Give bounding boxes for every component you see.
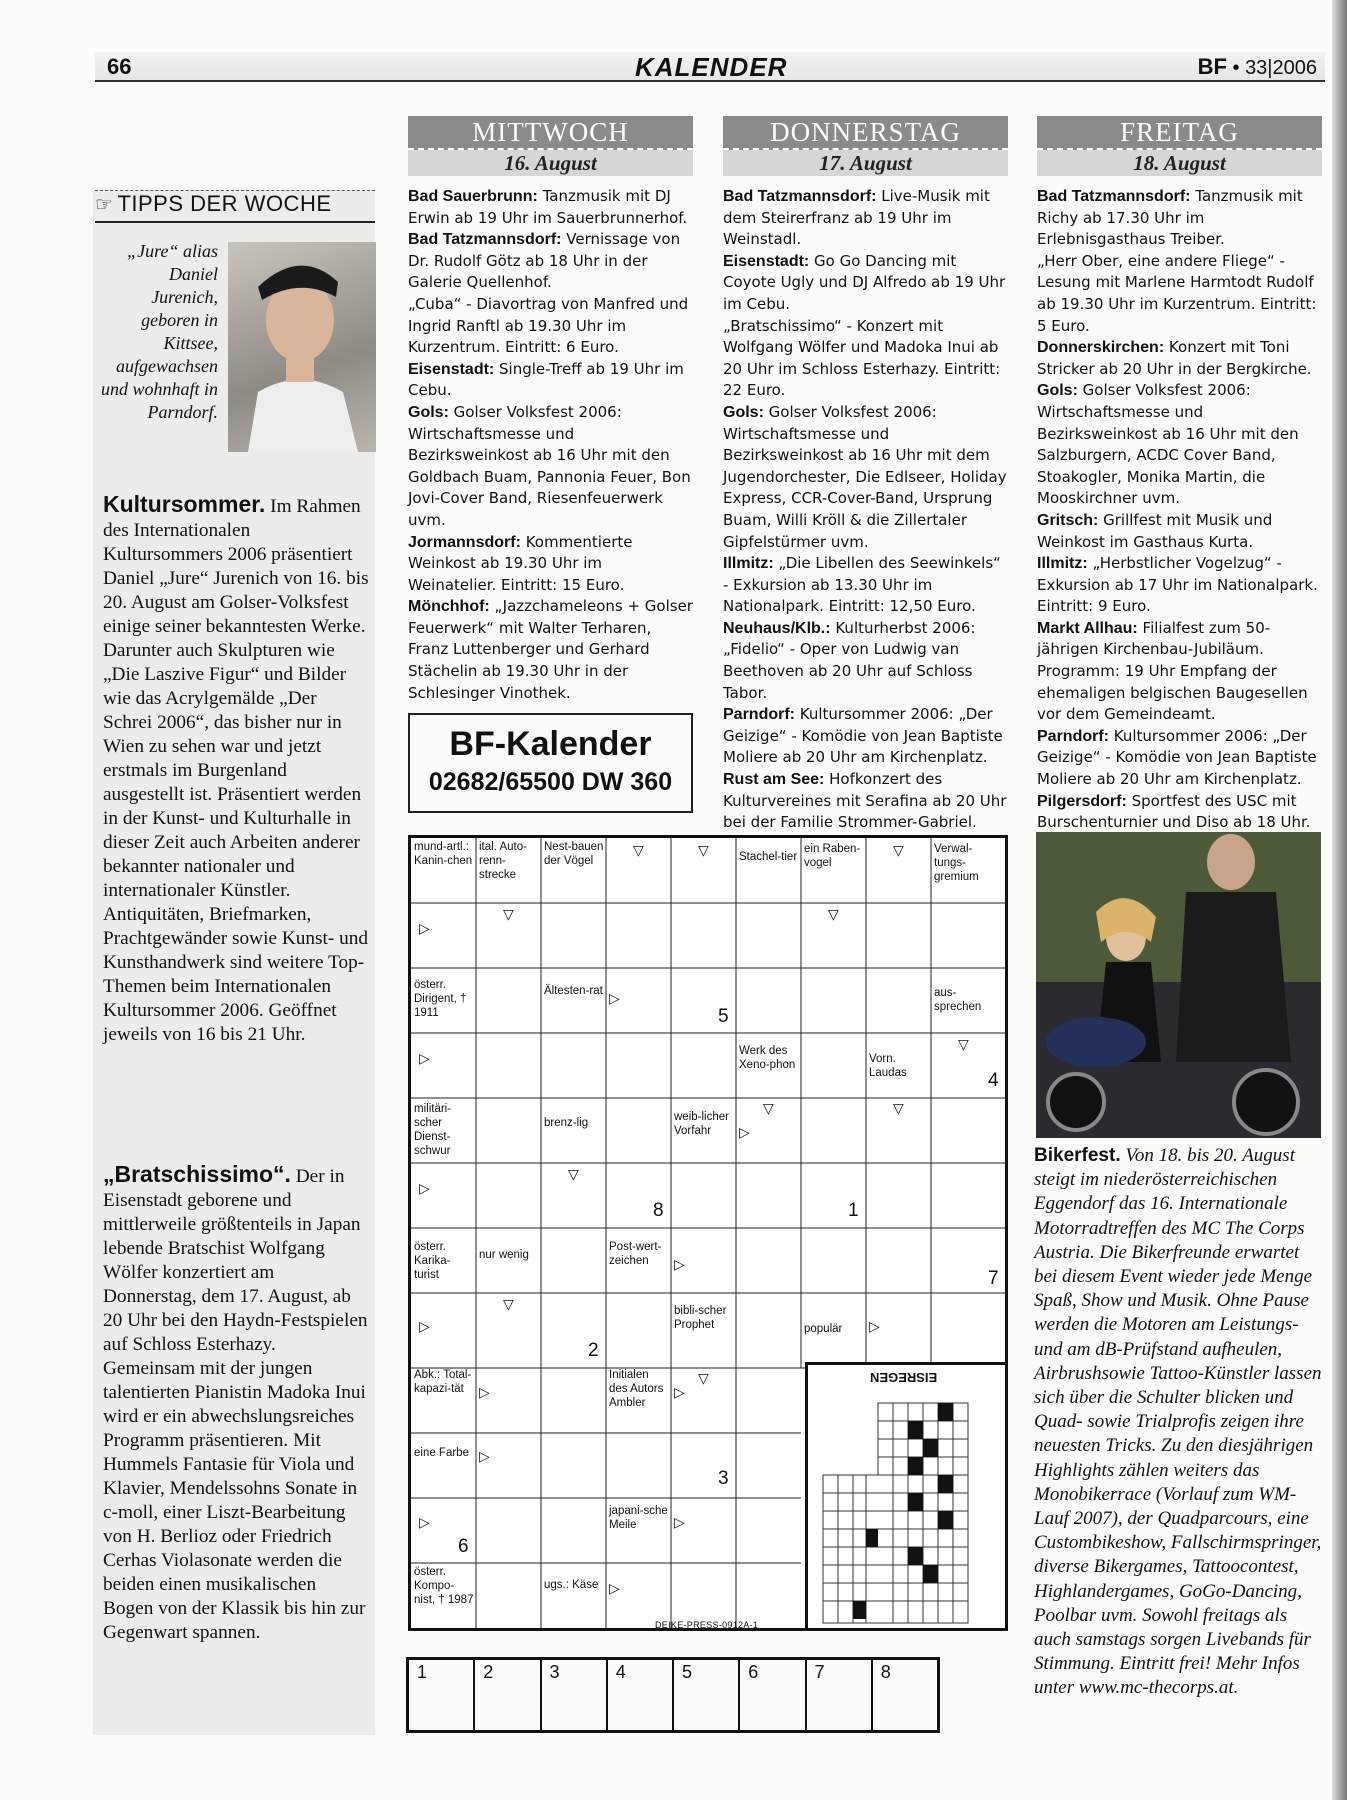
right-arrow-icon: ▷: [419, 1050, 430, 1066]
page-edge-shadow: [1332, 0, 1347, 1800]
event-entry: Bad Tatzmannsdorf: Live-Musik mit dem Steirerfranz ab 19 Uhr im Weinstadl.: [723, 187, 990, 249]
clue-cell: mund-artl.: Kanin-chen: [414, 841, 473, 867]
clue-cell: Initialen des Autors Ambler: [609, 1369, 664, 1409]
article-lead: „Bratschissimo“.: [103, 1161, 291, 1187]
bf-kalender-box: [408, 713, 693, 813]
event-entry: „Bratschissimo“ - Konzert mit Wolfgang Wölfer und Madoka Inui ab 20 Uhr im Schloss Esterhazy. Eintritt: 22 Euro.: [723, 316, 1001, 400]
page-header: [95, 52, 1325, 82]
bikerfest-lead: Bikerfest.: [1034, 1145, 1121, 1166]
event-entry: „Herr Ober, eine andere Fliege“ - Lesung mit Marlene Harmtodt Rudolf ab 19.30 Uhr im Kurzentrum. Eintritt: 5 Euro.: [1037, 251, 1317, 335]
events-donnerstag: [723, 186, 1008, 834]
event-entry: Illmitz: „Herbstlicher Vogelzug“ - Exkursion ab 17 Uhr im Nationalpark. Eintritt: 9 Euro.: [1037, 554, 1318, 616]
clue-cell: weib-licher Vorfahr: [674, 1111, 729, 1137]
day-date: 17. August: [723, 150, 1008, 176]
event-entry: Rust am See: Hofkonzert des Kulturvereines mit Serafina ab 20 Uhr bei der Familie Strommer-Gabriel.: [723, 770, 1007, 832]
answer-box[interactable]: 7: [807, 1660, 873, 1730]
clue-cell: Stachel-tier: [739, 851, 798, 863]
down-arrow-icon: ▽: [893, 1100, 904, 1116]
solution-number: 1: [848, 1200, 859, 1221]
event-entry: Markt Allhau: Filialfest zum 50-jährigen Kirchenbau-Jubiläum. Programm: 19 Uhr Empfang der ehemaligen belgischen Baugesellen vor dem Gemeindeamt.: [1037, 618, 1308, 724]
day-name: DONNERSTAG: [723, 116, 1008, 150]
event-entry: Bad Sauerbrunn: Tanzmusik mit DJ Erwin ab 19 Uhr im Sauerbrunnerhof.: [408, 187, 688, 227]
clue-cell: brenz-lig: [544, 1117, 589, 1129]
down-arrow-icon: ▽: [958, 1036, 969, 1052]
right-arrow-icon: ▷: [419, 920, 430, 936]
solution-number: 5: [718, 1006, 729, 1027]
down-arrow-icon: ▽: [503, 906, 514, 922]
down-arrow-icon: ▽: [828, 906, 839, 922]
article-bratschissimo: [103, 1162, 370, 1645]
portrait-photo: [228, 242, 376, 452]
event-entry: Eisenstadt: Single-Treff ab 19 Uhr im Cebu.: [408, 359, 684, 400]
down-arrow-icon: ▽: [698, 842, 709, 858]
clue-cell: japani-sche Meile: [609, 1505, 668, 1531]
tipps-heading: [95, 190, 375, 223]
clue-cell: ein Raben-vogel: [804, 843, 861, 869]
article-text: Im Rahmen des Internationalen Kultursommers 2006 präsentiert Daniel „Jure“ Jurenich von 16. bis 20. August am Golser-Volksfest einige seiner bekanntesten Werke. Darunter auch Skulpturen wie „Die Laszive Figur“ und Bilder wie das Acrylgemälde „Der Schrei 2006“, das bisher nur in Wien zu sehen war und jetzt erstmals im Burgenland ausgestellt ist. Präsentiert werden in der Kunst- und Kulturhalle in dieser Zeit auch Arbeiten anderer bekannter nationaler und internationaler Künstler. Antiquitäten, Briefmarken, Prachtgewänder sowie Kunst- und Kunsthandwerk sind weitere Top-Themen beim Internationalen Kultursommer 2006. Geöffnet jeweils von 16 bis 21 Uhr.: [103, 496, 369, 1045]
event-entry: Bad Tatzmannsdorf: Vernissage von Dr. Rudolf Götz ab 18 Uhr in der Galerie Quellenhof.: [408, 230, 681, 292]
answer-box[interactable]: 2: [475, 1660, 541, 1730]
event-entry: „Cuba“ - Diavortrag von Manfred und Ingrid Ranftl ab 19.30 Uhr im Kurzentrum. Eintritt: 6 Euro.: [408, 294, 689, 357]
clue-cell: österr. Kompo-nist, † 1987: [414, 1566, 474, 1606]
clue-cell: Abk.: Total-kapazi-tät: [414, 1369, 472, 1395]
event-entry: Neuhaus/Klb.: Kulturherbst 2006: „Fidelio“ - Oper von Ludwig van Beethoven ab 20 Uhr auf Schloss Tabor.: [723, 618, 976, 702]
issue-number: 33|2006: [1245, 57, 1317, 79]
day-header-mittwoch: [408, 116, 693, 176]
right-arrow-icon: ▷: [869, 1318, 880, 1334]
event-entry: Illmitz: „Die Libellen des Seewinkels“ - Exkursion ab 13.30 Uhr im Nationalpark. Eintritt: 12,50 Euro.: [723, 554, 1001, 616]
answer-box[interactable]: 3: [542, 1660, 608, 1730]
day-date: 16. August: [408, 150, 693, 176]
down-arrow-icon: ▽: [893, 842, 904, 858]
down-arrow-icon: ▽: [633, 842, 644, 858]
clue-cell: militäri-scher Dienst-schwur: [414, 1103, 452, 1157]
solution-label: EISREGEN: [870, 1370, 938, 1385]
answer-box[interactable]: 8: [880, 1662, 891, 1682]
clue-cell: bibli-scher Prophet: [674, 1305, 727, 1331]
biker-illustration: [1036, 832, 1321, 1138]
right-arrow-icon: ▷: [674, 1384, 685, 1400]
article-kultursommer: [103, 492, 370, 1047]
article-text: Der in Eisenstadt geborene und mittlerweile größtenteils in Japan lebende Bratschist Wolfgang Wölfer konzertiert am Donnerstag, dem 17. August, ab 20 Uhr bei den Haydn-Festspielen auf Schloss Esterhazy. Gemeinsam mit der jungen talentierten Pianistin Madoka Inui wird er ein abwechslungsreiches Programm präsentieren. Mit Hummels Fantasie für Viola und Klavier, Mendelssohns Sonate in c-moll, einer Liszt-Bearbeitung von H. Berlioz oder Friedrich Cerhas Violasonate werden die beiden einen musikalischen Bogen von der Klassik bis hin zur Gegenwart spannen.: [103, 1166, 368, 1643]
event-entry: Gols: Golser Volksfest 2006: Wirtschaftsmesse und Bezirksweinkost ab 16 Uhr mit dem Jugendorchester, Die Edlseer, Holiday Express, CCR-Cover-Band, Ursprung Buam, Willi Kröll & die Zillertaler Gipfelstürmer uvm.: [723, 402, 1007, 551]
answer-box[interactable]: 1: [409, 1660, 475, 1730]
tipps-heading-text: TIPPS DER WOCHE: [117, 191, 332, 216]
right-arrow-icon: ▷: [419, 1514, 430, 1530]
down-arrow-icon: ▽: [568, 1166, 579, 1182]
event-entry: Donnerskirchen: Konzert mit Toni Stricker ab 20 Uhr in der Bergkirche.: [1037, 338, 1312, 378]
article-lead: Kultursommer.: [103, 491, 266, 517]
pointing-hand-icon: ☞: [95, 194, 114, 216]
solution-number: 6: [458, 1536, 469, 1557]
bf-kalender-title: BF-Kalender: [449, 725, 652, 763]
event-entry: Parndorf: Kultursommer 2006: „Der Geizige“ - Komödie von Jean Baptiste Moliere ab 20 Uhr am Kirchenplatz.: [723, 705, 1003, 767]
clue-cell: aus-sprechen: [934, 987, 982, 1013]
event-entry: Gols: Golser Volksfest 2006: Wirtschaftsmesse und Bezirksweinkost ab 16 Uhr mit den Salzburgern, ACDC Cover Band, Stoakogler, Monika Martin, die Mooskirchner uvm.: [1037, 381, 1299, 508]
event-entry: Parndorf: Kultursommer 2006: „Der Geizige“ - Komödie von Jean Baptiste Moliere ab 20 Uhr am Kirchenplatz.: [1037, 726, 1317, 789]
event-entry: Jormannsdorf: Kommentierte Weinkost ab 19.30 Uhr im Weinatelier. Eintritt: 15 Euro.: [408, 532, 633, 594]
right-arrow-icon: ▷: [419, 1180, 430, 1196]
solution-number: 8: [653, 1200, 664, 1221]
event-entry: Pilgersdorf: Sportfest des USC mit Burschenturnier und Diso ab 18 Uhr.: [1037, 791, 1311, 832]
down-arrow-icon: ▽: [503, 1296, 514, 1312]
page-number: 66: [107, 54, 132, 79]
answer-grid: [406, 1657, 940, 1733]
bikerfest-photo: [1036, 832, 1321, 1138]
clue-cell: ital. Auto-renn-strecke: [479, 841, 527, 881]
brand: BF: [1197, 54, 1227, 79]
event-entry: Bad Tatzmannsdorf: Tanzmusik mit Richy ab 17.30 Uhr im Erlebnisgasthaus Treiber.: [1037, 187, 1303, 249]
answer-box[interactable]: 5: [674, 1660, 740, 1730]
day-name: MITTWOCH: [408, 116, 693, 150]
right-arrow-icon: ▷: [479, 1384, 490, 1400]
clue-cell: populär: [804, 1323, 843, 1335]
events-mittwoch: [408, 186, 693, 704]
solution-number: 2: [588, 1340, 599, 1361]
clue-cell: nur wenig: [479, 1249, 529, 1261]
day-date: 18. August: [1037, 150, 1322, 176]
bikerfest-text: Von 18. bis 20. August steigt im niederösterreichischen Eggendorf das 16. Internationale Motorradtreffen des MC The Corps Austria. Die Bikerfreunde erwartet bei diesem Event wieder jede Menge Spaß, Show und Musik. Ohne Pause werden die Motoren am Leistungs- und am dB-Prüfstand aufheulen, Airbrushsowie Tattoo-Künstler lassen sich über die Schulter blicken und Quad- sowie Trialprofis zeigen ihre neuesten Tricks. Zu den diesjährigen Highlights zählen weiters das Monobikerrace (Vorlauf zum WM-Lauf 2007), der Quadparcours, eine Custombikeshow, Fallschirmspringer, diverse Bikergames, Tattoocontest, Highlandergames, GoGo-Dancing, Poolbar uvm. Sowohl freitags als auch samstags sorgen Livebands für Stimmung. Eintritt frei! Mehr Infos unter www.mc-thecorps.at.: [1034, 1145, 1322, 1699]
event-entry: Eisenstadt: Go Go Dancing mit Coyote Ugly und DJ Alfredo ab 19 Uhr im Cebu.: [723, 251, 1006, 313]
bf-kalender-phone: 02682/65500 DW 360: [428, 768, 673, 796]
clue-cell: Vorn. Laudas: [869, 1053, 907, 1079]
clue-cell: österr. Karika-turist: [414, 1241, 451, 1281]
right-arrow-icon: ▷: [609, 1580, 620, 1596]
down-arrow-icon: ▽: [763, 1100, 774, 1116]
portrait-caption: „Jure“ alias Daniel Jurenich, geboren in Kittsee, aufgewachsen und wohnhaft in Parndorf.: [100, 241, 218, 422]
issue-label: BF • 33|2006: [1197, 54, 1317, 79]
down-arrow-icon: ▽: [698, 1370, 709, 1386]
solution-number: 7: [988, 1268, 999, 1289]
right-arrow-icon: ▷: [479, 1448, 490, 1464]
clue-cell: Ältesten-rat: [544, 985, 603, 997]
solution-number: 4: [988, 1070, 999, 1091]
clue-cell: eine Farbe: [414, 1447, 469, 1459]
event-entry: Gols: Golser Volksfest 2006: Wirtschaftsmesse und Bezirksweinkost ab 16 Uhr mit den Goldbach Buam, Pannonia Feuer, Bon Jovi-Cover Band, Riesenfeuerwerk uvm.: [408, 402, 691, 529]
clue-cell: Nest-bauen der Vögel: [544, 841, 604, 867]
solution-mini-grid: [808, 1365, 1005, 1628]
crossword-solution-panel: [805, 1362, 1005, 1628]
clue-cell: österr. Dirigent, † 1911: [414, 979, 467, 1019]
day-header-donnerstag: [723, 116, 1008, 176]
clue-cell: Werk des Xeno-phon: [739, 1045, 796, 1071]
right-arrow-icon: ▷: [674, 1256, 685, 1272]
clue-cell: Verwal-tungs-gremium: [934, 843, 979, 883]
event-entry: Mönchhof: „Jazzchameleons + Golser Feuerwerk“ mit Walter Terharen, Franz Luttenberger und Gerhard Stächelin ab 19.30 Uhr in der Schlesinger Vinothek.: [408, 597, 693, 702]
right-arrow-icon: ▷: [739, 1124, 750, 1140]
crossword-credit: DEIKE-PRESS-0912A-1: [655, 1620, 759, 1630]
answer-box[interactable]: 4: [608, 1660, 674, 1730]
solution-number: 3: [718, 1468, 729, 1489]
right-arrow-icon: ▷: [419, 1318, 430, 1334]
section-title: KALENDER: [635, 52, 788, 82]
right-arrow-icon: ▷: [609, 990, 620, 1006]
right-arrow-icon: ▷: [674, 1514, 685, 1530]
clue-cell: Post-wert-zeichen: [609, 1241, 662, 1267]
day-header-freitag: [1037, 116, 1322, 176]
answer-box[interactable]: 6: [740, 1660, 806, 1730]
clue-cell: ugs.: Käse: [544, 1579, 599, 1591]
portrait-illustration: [228, 242, 376, 452]
events-freitag: [1037, 186, 1322, 834]
event-entry: Gritsch: Grillfest mit Musik und Weinkost im Gasthaus Kurta.: [1037, 510, 1273, 551]
day-name: FREITAG: [1037, 116, 1322, 150]
bikerfest-caption: [1034, 1144, 1324, 1701]
